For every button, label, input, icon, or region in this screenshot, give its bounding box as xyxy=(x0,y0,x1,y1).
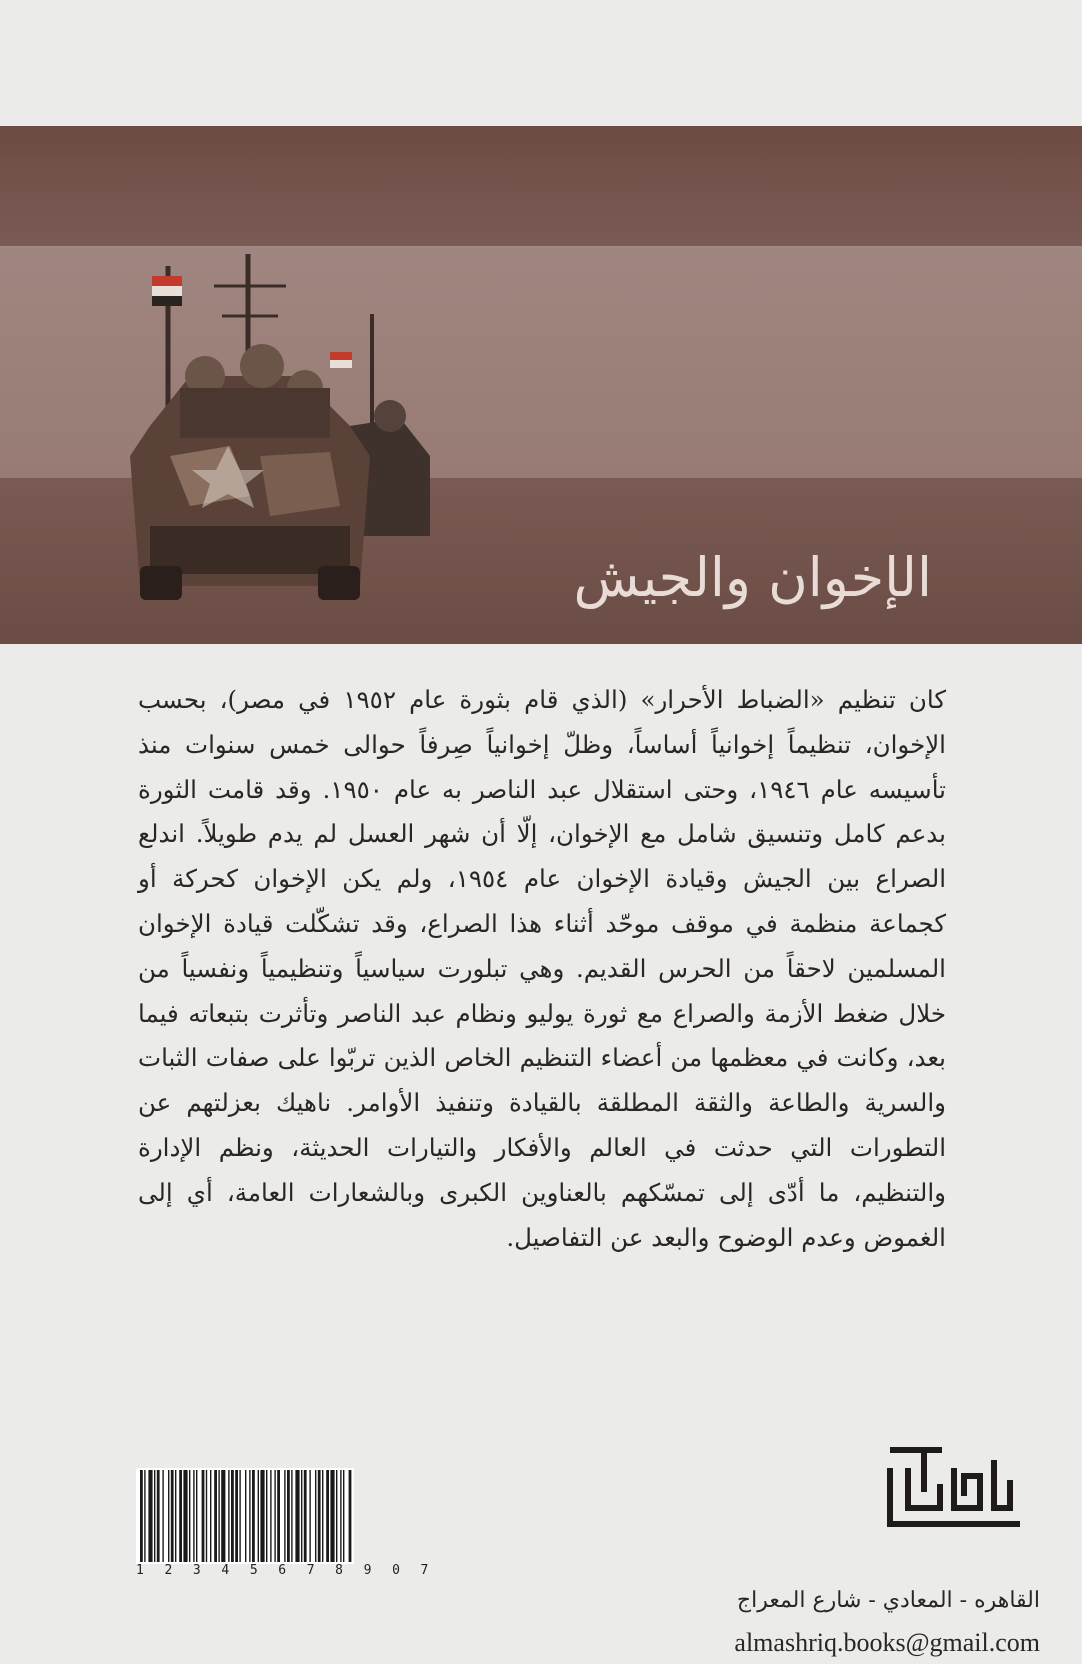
barcode-bar xyxy=(291,1470,292,1562)
barcode-bar xyxy=(287,1470,290,1562)
soldiers-bodies xyxy=(180,388,330,438)
publisher-address: القاهره - المعادي - شارع المعراج xyxy=(736,1588,1040,1613)
book-title: الإخوان والجيش xyxy=(573,546,932,609)
barcode-bar xyxy=(266,1470,267,1562)
barcode-bar xyxy=(231,1470,234,1562)
barcode-bar xyxy=(330,1470,334,1562)
front-plate xyxy=(150,526,350,574)
barcode-bar xyxy=(171,1470,174,1562)
barcode-bar xyxy=(168,1470,169,1562)
barcode-bar xyxy=(221,1470,225,1562)
barcode-digits: 1 2 3 4 5 6 7 8 9 0 7 xyxy=(136,1563,435,1578)
barcode-bar xyxy=(154,1470,155,1562)
barcode-bar xyxy=(252,1470,255,1562)
flag-small-red xyxy=(330,352,352,360)
flag-small-white xyxy=(330,360,352,368)
wheel-left xyxy=(140,566,182,600)
barcode-bar xyxy=(206,1470,207,1562)
barcode-bar xyxy=(235,1470,238,1562)
barcode-bar xyxy=(249,1470,250,1562)
flag-white xyxy=(152,286,182,296)
flag-red xyxy=(152,276,182,286)
barcode-bar xyxy=(214,1470,217,1562)
barcode-bar xyxy=(183,1470,187,1562)
barcode-bar xyxy=(193,1470,194,1562)
barcode-bar xyxy=(239,1470,240,1562)
barcode-bar xyxy=(148,1470,152,1562)
barcode-bar xyxy=(162,1470,163,1562)
barcode-bar xyxy=(349,1470,352,1562)
barcode-bar xyxy=(315,1470,316,1562)
barcode-bar xyxy=(340,1470,341,1562)
barcode-bar xyxy=(284,1470,285,1562)
barcode-bar xyxy=(228,1470,229,1562)
barcode-bar xyxy=(270,1470,271,1562)
soldier-2 xyxy=(240,344,284,388)
barcode-bar xyxy=(189,1470,190,1562)
barcode-bar xyxy=(196,1470,197,1562)
barcode-bar xyxy=(326,1470,329,1562)
rear-soldier xyxy=(374,400,406,432)
barcode-bar xyxy=(140,1470,143,1562)
barcode-bar xyxy=(295,1470,299,1562)
barcode-bar xyxy=(210,1470,211,1562)
barcode-bar xyxy=(274,1470,275,1562)
barcode-bar xyxy=(301,1470,302,1562)
publisher-email: almashriq.books@gmail.com xyxy=(734,1628,1040,1657)
barcode-bar xyxy=(336,1470,337,1562)
wheel-right xyxy=(318,566,360,600)
barcode-bar xyxy=(179,1470,182,1562)
barcode-bar xyxy=(258,1470,259,1562)
barcode-bar xyxy=(245,1470,246,1562)
almashriq-logo-icon xyxy=(880,1440,1025,1530)
barcode-bar xyxy=(202,1470,205,1562)
blurb-paragraph: كان تنظيم «الضباط الأحرار» (الذي قام بثورة عام ١٩٥٢ في مصر)، بحسب الإخوان، تنظيماً إخوانياً أساساً، وظلّ إخوانياً صِرفاً حوالى خمس سنوات منذ تأسيسه عام ١٩٤٦، وحتى استقلال عبد الناصر به عام ١٩٥٠. وقد قامت الثورة بدعم كامل وتنسيق شامل مع الإخوان، إلّا أن شهر العسل لم يدم طويلاً. اندلع الصراع بين الجيش وقيادة الإخوان عام ١٩٥٤، ولم يكن الإخوان كحركة أو كجماعة منظمة في موقف موحّد أثناء هذا الصراع، وقد تشكّلت قيادة الإخوان المسلمين لاحقاً من الحرس القديم. وهي تبلورت سياسياً وتنظيمياً ونفسياً من خلال ضغط الأزمة والصراع مع ثورة يوليو ونظام عبد الناصر وتأثرت بتبعاته فيما بعد، وكانت في معظمها من أعضاء التنظيم الخاص الذين تربّوا على صفات الثبات والسرية والطاعة والثقة المطلقة بالقيادة وتنفيذ الأوامر. ناهيك بعزلتهم عن التطورات التي حدثت في العالم والأفكار والتيارات الحديثة، ونظم الإدارة والتنظيم، ما أدّى إلى تمسّكهم بالعناوين الكبرى وبالشعارات العامة، أي إلى الغموض وعدم الوضوح والبعد عن التفاصيل. xyxy=(138,685,947,1252)
barcode-bar xyxy=(309,1470,310,1562)
barcode-bar xyxy=(304,1470,307,1562)
barcode-icon xyxy=(136,1468,354,1564)
barcode-bar xyxy=(277,1470,280,1562)
barcode-bar xyxy=(260,1470,264,1562)
cover-banner xyxy=(0,126,1082,644)
barcode-bar xyxy=(343,1470,344,1562)
camo-patch-2 xyxy=(260,452,340,516)
barcode-bar xyxy=(318,1470,321,1562)
barcode-bar xyxy=(157,1470,160,1562)
barcode-bar xyxy=(322,1470,323,1562)
barcode-bar xyxy=(144,1470,145,1562)
flag-black xyxy=(152,296,182,306)
barcode-bar xyxy=(175,1470,176,1562)
barcode-bar xyxy=(218,1470,219,1562)
